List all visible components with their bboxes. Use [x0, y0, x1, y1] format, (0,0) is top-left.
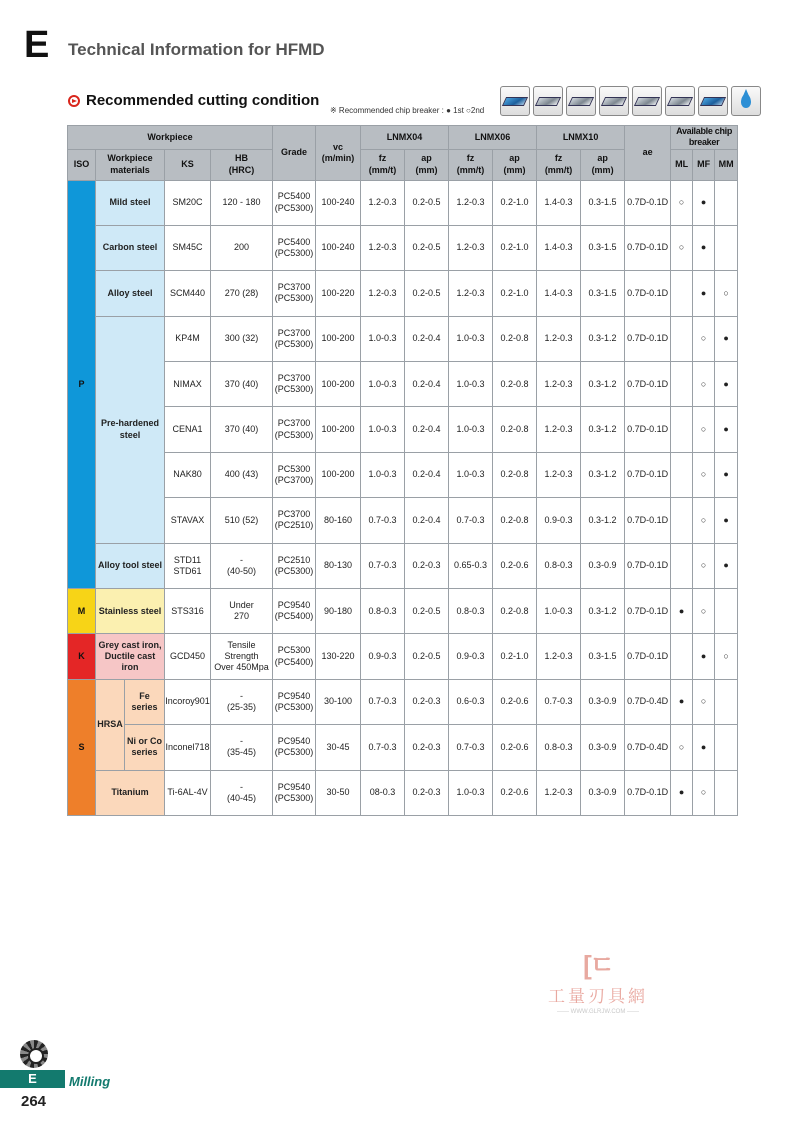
ae-cell: 0.7D-0.4D	[625, 725, 671, 770]
ap10-cell: 0.3-1.5	[581, 180, 625, 225]
ap04-cell: 0.2-0.3	[405, 725, 449, 770]
mm-mark: ○	[715, 634, 738, 679]
fz06-cell: 1.2-0.3	[449, 271, 493, 316]
section-arrow-icon	[68, 95, 80, 107]
fz04-cell: 1.0-0.3	[361, 407, 405, 452]
vc-header: vc (m/min)	[316, 126, 361, 181]
fz06-cell: 0.6-0.3	[449, 679, 493, 724]
material-stainless-steel: Stainless steel	[96, 589, 165, 634]
mm-mark	[715, 589, 738, 634]
material-mild-steel: Mild steel	[96, 180, 165, 225]
iso-header: ISO	[68, 149, 96, 180]
fz04-cell: 1.2-0.3	[361, 180, 405, 225]
coolant-drop-icon	[731, 86, 761, 116]
mf-mark: ○	[693, 543, 715, 588]
fz04-cell: 1.0-0.3	[361, 452, 405, 497]
mf-mark: ●	[693, 725, 715, 770]
vc-cell: 90-180	[316, 589, 361, 634]
table-row	[68, 634, 738, 679]
grade-cell: PC9540 (PC5300)	[273, 725, 316, 770]
ap04-cell: 0.2-0.4	[405, 316, 449, 361]
grade-cell: PC3700 (PC5300)	[273, 316, 316, 361]
hb-cell: 270 (28)	[211, 271, 273, 316]
chip-breaker-header: Available chip breaker	[671, 126, 738, 150]
fz04-cell: 0.7-0.3	[361, 543, 405, 588]
grade-cell: PC5300 (PC5400)	[273, 634, 316, 679]
table-row	[68, 725, 738, 770]
mm-mark	[715, 725, 738, 770]
ml-header: ML	[671, 149, 693, 180]
hb-cell: - (35-45)	[211, 725, 273, 770]
hb-cell: 120 - 180	[211, 180, 273, 225]
hb-cell: 510 (52)	[211, 498, 273, 543]
material-titanium: Titanium	[96, 770, 165, 815]
grade-cell: PC5400 (PC5300)	[273, 225, 316, 270]
fz04-cell: 0.7-0.3	[361, 679, 405, 724]
chip-breaker-legend: ※ Recommended chip breaker : ● 1st ○2nd	[330, 106, 485, 115]
section-title	[68, 92, 319, 109]
table-row	[68, 770, 738, 815]
table-row	[68, 543, 738, 588]
ap10-cell: 0.3-0.9	[581, 770, 625, 815]
mm-mark: ●	[715, 316, 738, 361]
fz06-cell: 1.2-0.3	[449, 180, 493, 225]
ap06-cell: 0.2-1.0	[493, 271, 537, 316]
insert-icon-strip	[500, 86, 761, 116]
fz10-cell: 1.2-0.3	[537, 452, 581, 497]
grade-cell: PC3700 (PC5300)	[273, 271, 316, 316]
insert-icon-7	[698, 86, 728, 116]
ap10-cell: 0.3-1.2	[581, 316, 625, 361]
ae-cell: 0.7D-0.4D	[625, 679, 671, 724]
ks-cell: Ti-6AL-4V	[165, 770, 211, 815]
insert-icon-6	[665, 86, 695, 116]
hb-cell: 370 (40)	[211, 407, 273, 452]
mf-header: MF	[693, 149, 715, 180]
table-row	[68, 407, 738, 452]
fz06-cell: 1.0-0.3	[449, 316, 493, 361]
ap06-cell: 0.2-0.8	[493, 362, 537, 407]
ml-mark	[671, 452, 693, 497]
fz04-cell: 08-0.3	[361, 770, 405, 815]
fz10-cell: 1.2-0.3	[537, 770, 581, 815]
ap06-cell: 0.2-0.6	[493, 725, 537, 770]
fz10-cell: 1.4-0.3	[537, 225, 581, 270]
fz04-cell: 1.2-0.3	[361, 271, 405, 316]
fz10-cell: 1.4-0.3	[537, 271, 581, 316]
vc-cell: 130-220	[316, 634, 361, 679]
ae-cell: 0.7D-0.1D	[625, 452, 671, 497]
ks-cell: Incoroy901	[165, 679, 211, 724]
ap10-cell: 0.3-1.2	[581, 407, 625, 452]
ap04-cell: 0.2-0.3	[405, 770, 449, 815]
mf-mark: ○	[693, 407, 715, 452]
milling-cutter-icon	[20, 1040, 48, 1068]
ks-cell: SM45C	[165, 225, 211, 270]
material-fe-series: Fe series	[125, 679, 165, 724]
ap06-cell: 0.2-0.8	[493, 589, 537, 634]
ml-mark	[671, 316, 693, 361]
vc-cell: 100-200	[316, 362, 361, 407]
hb-cell: Tensile Strength Over 450Mpa	[211, 634, 273, 679]
mm-mark	[715, 225, 738, 270]
fz06-cell: 0.65-0.3	[449, 543, 493, 588]
ks-cell: CENA1	[165, 407, 211, 452]
ap10-cell: 0.3-1.5	[581, 225, 625, 270]
grade-cell: PC3700 (PC5300)	[273, 407, 316, 452]
ks-cell: KP4M	[165, 316, 211, 361]
ae-header: ae	[625, 126, 671, 181]
mf-mark: ○	[693, 770, 715, 815]
fz06-cell: 1.0-0.3	[449, 407, 493, 452]
material-carbon-steel: Carbon steel	[96, 225, 165, 270]
fz06-cell: 1.2-0.3	[449, 225, 493, 270]
fz06-cell: 0.8-0.3	[449, 589, 493, 634]
ae-cell: 0.7D-0.1D	[625, 271, 671, 316]
ae-cell: 0.7D-0.1D	[625, 180, 671, 225]
ap06-cell: 0.2-0.8	[493, 407, 537, 452]
material-pre-hardened-steel: Pre-hardened steel	[96, 316, 165, 543]
ap06-cell: 0.2-1.0	[493, 180, 537, 225]
fz10-cell: 0.8-0.3	[537, 543, 581, 588]
iso-m-cell: M	[68, 589, 96, 634]
vc-cell: 100-240	[316, 225, 361, 270]
ap06-cell: 0.2-0.8	[493, 316, 537, 361]
vc-cell: 100-200	[316, 407, 361, 452]
table-row	[68, 180, 738, 225]
insert-icon-5	[632, 86, 662, 116]
grade-cell: PC3700 (PC2510)	[273, 498, 316, 543]
mm-mark: ●	[715, 407, 738, 452]
vc-cell: 100-200	[316, 316, 361, 361]
ks-cell: STD11 STD61	[165, 543, 211, 588]
ap04-cell: 0.2-0.3	[405, 543, 449, 588]
hb-cell: 370 (40)	[211, 362, 273, 407]
ap04-cell: 0.2-0.5	[405, 225, 449, 270]
grade-cell: PC5300 (PC3700)	[273, 452, 316, 497]
fz04-cell: 1.0-0.3	[361, 362, 405, 407]
mf-mark: ○	[693, 679, 715, 724]
ap06-cell: 0.2-0.8	[493, 452, 537, 497]
watermark-text: 工量刃具網	[548, 987, 648, 1007]
ks-cell: STAVAX	[165, 498, 211, 543]
ks-cell: SM20C	[165, 180, 211, 225]
hb-cell: - (25-35)	[211, 679, 273, 724]
ap10-cell: 0.3-0.9	[581, 679, 625, 724]
ap10-cell: 0.3-1.2	[581, 498, 625, 543]
fz04-cell: 0.7-0.3	[361, 725, 405, 770]
fz04-cell: 1.0-0.3	[361, 316, 405, 361]
ml-mark: ●	[671, 679, 693, 724]
section-title-text: Recommended cutting condition	[86, 92, 320, 109]
ap06-cell: 0.2-0.6	[493, 679, 537, 724]
ap10-cell: 0.3-1.2	[581, 452, 625, 497]
mf-mark: ●	[693, 225, 715, 270]
grade-cell: PC3700 (PC5300)	[273, 362, 316, 407]
mm-header: MM	[715, 149, 738, 180]
fz04-cell: 0.7-0.3	[361, 498, 405, 543]
watermark	[528, 945, 668, 1015]
ap04-cell: 0.2-0.4	[405, 498, 449, 543]
fz04-cell: 0.8-0.3	[361, 589, 405, 634]
fz10-cell: 0.8-0.3	[537, 725, 581, 770]
ap06-cell: 0.2-1.0	[493, 225, 537, 270]
ae-cell: 0.7D-0.1D	[625, 589, 671, 634]
vc-cell: 100-220	[316, 271, 361, 316]
table-row	[68, 498, 738, 543]
ap04-cell: 0.2-0.4	[405, 452, 449, 497]
hb-cell: - (40-50)	[211, 543, 273, 588]
ap10-cell: 0.3-1.2	[581, 589, 625, 634]
lnmx06-header: LNMX06	[449, 126, 537, 150]
fz10-cell: 1.0-0.3	[537, 589, 581, 634]
ae-cell: 0.7D-0.1D	[625, 362, 671, 407]
fz10-cell: 0.7-0.3	[537, 679, 581, 724]
ap10-cell: 0.3-1.5	[581, 271, 625, 316]
material-cast-iron: Grey cast iron, Ductile cast iron	[96, 634, 165, 679]
table-row	[68, 452, 738, 497]
fz10-cell: 1.2-0.3	[537, 407, 581, 452]
table-row	[68, 316, 738, 361]
ae-cell: 0.7D-0.1D	[625, 316, 671, 361]
fz06-header: fz (mm/t)	[449, 149, 493, 180]
ap10-cell: 0.3-0.9	[581, 543, 625, 588]
vc-cell: 80-160	[316, 498, 361, 543]
ae-cell: 0.7D-0.1D	[625, 634, 671, 679]
ml-mark: ○	[671, 725, 693, 770]
mm-mark	[715, 180, 738, 225]
fz06-cell: 1.0-0.3	[449, 770, 493, 815]
mm-mark: ●	[715, 498, 738, 543]
lnmx04-header: LNMX04	[361, 126, 449, 150]
ae-cell: 0.7D-0.1D	[625, 543, 671, 588]
chapter-letter: E	[24, 24, 50, 66]
fz10-cell: 1.4-0.3	[537, 180, 581, 225]
fz06-cell: 0.7-0.3	[449, 498, 493, 543]
insert-icon-2	[533, 86, 563, 116]
mf-mark: ●	[693, 180, 715, 225]
ae-cell: 0.7D-0.1D	[625, 498, 671, 543]
workpiece-header: Workpiece	[68, 126, 273, 150]
ae-cell: 0.7D-0.1D	[625, 225, 671, 270]
ap04-cell: 0.2-0.5	[405, 271, 449, 316]
materials-header: Workpiece materials	[96, 149, 165, 180]
ml-mark	[671, 407, 693, 452]
ks-cell: NAK80	[165, 452, 211, 497]
mm-mark: ●	[715, 452, 738, 497]
vc-cell: 100-240	[316, 180, 361, 225]
mm-mark: ●	[715, 543, 738, 588]
ml-mark: ●	[671, 770, 693, 815]
ml-mark	[671, 362, 693, 407]
ks-cell: STS316	[165, 589, 211, 634]
fz04-cell: 1.2-0.3	[361, 225, 405, 270]
mf-mark: ●	[693, 271, 715, 316]
ap10-header: ap (mm)	[581, 149, 625, 180]
ks-cell: NIMAX	[165, 362, 211, 407]
watermark-logo: [ㄷ	[583, 950, 613, 980]
ap10-cell: 0.3-1.2	[581, 362, 625, 407]
vc-cell: 30-100	[316, 679, 361, 724]
watermark-url: —— WWW.GLRJW.COM ——	[557, 1009, 639, 1015]
ml-mark	[671, 498, 693, 543]
ap04-cell: 0.2-0.4	[405, 407, 449, 452]
mf-mark: ○	[693, 316, 715, 361]
footer-section-label: Milling	[69, 1074, 111, 1089]
mm-mark: ○	[715, 271, 738, 316]
ap06-header: ap (mm)	[493, 149, 537, 180]
ks-cell: SCM440	[165, 271, 211, 316]
fz10-cell: 1.2-0.3	[537, 362, 581, 407]
ml-mark: ●	[671, 589, 693, 634]
ap04-header: ap (mm)	[405, 149, 449, 180]
ks-cell: GCD450	[165, 634, 211, 679]
ap04-cell: 0.2-0.5	[405, 634, 449, 679]
hb-header: HB (HRC)	[211, 149, 273, 180]
table-row	[68, 589, 738, 634]
fz10-cell: 1.2-0.3	[537, 316, 581, 361]
hb-cell: 400 (43)	[211, 452, 273, 497]
table-row	[68, 225, 738, 270]
ap06-cell: 0.2-0.6	[493, 543, 537, 588]
footer-tab: E	[0, 1070, 65, 1088]
ks-header: KS	[165, 149, 211, 180]
lnmx10-header: LNMX10	[537, 126, 625, 150]
mf-mark: ○	[693, 589, 715, 634]
insert-icon-4	[599, 86, 629, 116]
ml-mark	[671, 271, 693, 316]
fz06-cell: 1.0-0.3	[449, 452, 493, 497]
vc-cell: 100-200	[316, 452, 361, 497]
ap04-cell: 0.2-0.4	[405, 362, 449, 407]
grade-cell: PC5400 (PC5300)	[273, 180, 316, 225]
mf-mark: ○	[693, 362, 715, 407]
fz04-cell: 0.9-0.3	[361, 634, 405, 679]
ml-mark	[671, 634, 693, 679]
fz10-header: fz (mm/t)	[537, 149, 581, 180]
table-row	[68, 679, 738, 724]
ks-cell: Inconel718	[165, 725, 211, 770]
page-title: Technical Information for HFMD	[68, 40, 325, 59]
ap06-cell: 0.2-1.0	[493, 634, 537, 679]
mf-mark: ○	[693, 452, 715, 497]
hb-cell: - (40-45)	[211, 770, 273, 815]
grade-cell: PC9540 (PC5300)	[273, 679, 316, 724]
table-row	[68, 362, 738, 407]
ml-mark	[671, 543, 693, 588]
fz10-cell: 0.9-0.3	[537, 498, 581, 543]
material-hrsa: HRSA	[96, 679, 125, 770]
mf-mark: ●	[693, 634, 715, 679]
material-alloy-steel: Alloy steel	[96, 271, 165, 316]
ap04-cell: 0.2-0.5	[405, 589, 449, 634]
vc-cell: 80-130	[316, 543, 361, 588]
ap04-cell: 0.2-0.5	[405, 180, 449, 225]
mm-mark: ●	[715, 362, 738, 407]
ap10-cell: 0.3-1.5	[581, 634, 625, 679]
ml-mark: ○	[671, 180, 693, 225]
cutting-condition-table	[67, 125, 738, 816]
fz04-header: fz (mm/t)	[361, 149, 405, 180]
fz06-cell: 0.9-0.3	[449, 634, 493, 679]
grade-cell: PC2510 (PC5300)	[273, 543, 316, 588]
material-alloy-tool-steel: Alloy tool steel	[96, 543, 165, 588]
iso-s-cell: S	[68, 679, 96, 815]
iso-k-cell: K	[68, 634, 96, 679]
hb-cell: 200	[211, 225, 273, 270]
vc-cell: 30-45	[316, 725, 361, 770]
fz06-cell: 0.7-0.3	[449, 725, 493, 770]
vc-cell: 30-50	[316, 770, 361, 815]
ap06-cell: 0.2-0.6	[493, 770, 537, 815]
ap10-cell: 0.3-0.9	[581, 725, 625, 770]
material-ni-co-series: Ni or Co series	[125, 725, 165, 770]
fz10-cell: 1.2-0.3	[537, 634, 581, 679]
fz06-cell: 1.0-0.3	[449, 362, 493, 407]
ml-mark: ○	[671, 225, 693, 270]
ae-cell: 0.7D-0.1D	[625, 407, 671, 452]
hb-cell: 300 (32)	[211, 316, 273, 361]
grade-cell: PC9540 (PC5300)	[273, 770, 316, 815]
page-number: 264	[21, 1093, 47, 1110]
mf-mark: ○	[693, 498, 715, 543]
ap04-cell: 0.2-0.3	[405, 679, 449, 724]
table-row	[68, 271, 738, 316]
ap06-cell: 0.2-0.8	[493, 498, 537, 543]
grade-cell: PC9540 (PC5400)	[273, 589, 316, 634]
insert-icon-1	[500, 86, 530, 116]
iso-p-cell: P	[68, 180, 96, 589]
insert-icon-3	[566, 86, 596, 116]
mm-mark	[715, 679, 738, 724]
mm-mark	[715, 770, 738, 815]
ae-cell: 0.7D-0.1D	[625, 770, 671, 815]
hb-cell: Under 270	[211, 589, 273, 634]
grade-header: Grade	[273, 126, 316, 181]
